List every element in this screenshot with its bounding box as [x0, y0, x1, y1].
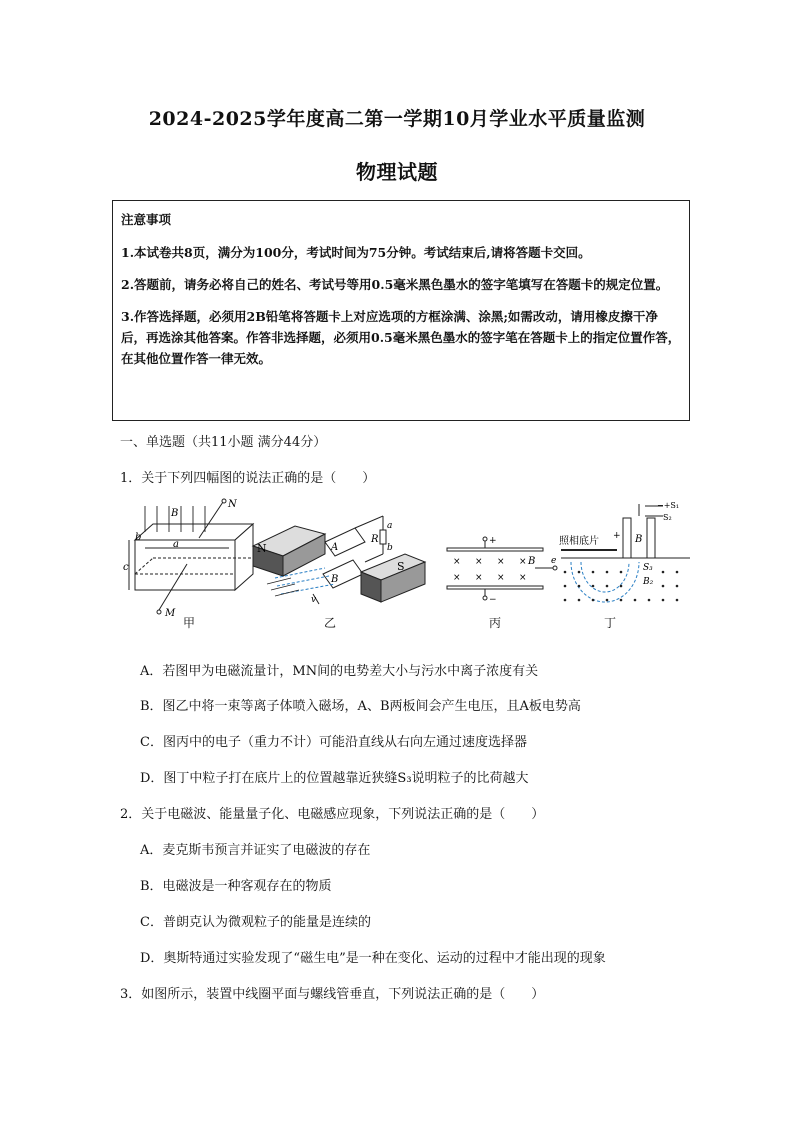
- figure-jia: [129, 499, 253, 614]
- q1-option-c: C．图丙中的电子（重力不计）可能沿直线从右向左通过速度选择器: [140, 735, 527, 750]
- exam-title: 2024-2025学年度高二第一学期10月学业水平质量监测: [148, 108, 646, 130]
- label-jia-n: N: [228, 499, 237, 510]
- q2-option-b: B．电磁波是一种客观存在的物质: [140, 879, 332, 894]
- notice-box: [112, 200, 690, 421]
- label-bing-e: e: [551, 556, 557, 566]
- label-yi-b-plate: B: [331, 574, 339, 585]
- q2-option-a: A．麦克斯韦预言并证实了电磁波的存在: [140, 843, 371, 858]
- label-yi-s: S: [397, 560, 405, 573]
- label-jia-b: b: [135, 532, 142, 543]
- label-ding-s2: S₂: [663, 513, 672, 522]
- q1-option-d: D．图丁中粒子打在底片上的位置越靠近狭缝S₃说明粒子的比荷越大: [140, 771, 529, 786]
- section-heading: 一、单选题（共11小题 满分44分）: [120, 435, 327, 450]
- label-bing-minus: −: [489, 595, 497, 605]
- caption-ding: 丁: [604, 616, 617, 630]
- label-ding-plus: +: [613, 531, 621, 541]
- question-3-stem: 3．如图所示，装置中线圈平面与螺线管垂直，下列说法正确的是（ ）: [120, 987, 545, 1002]
- svg-text:×: ×: [453, 573, 461, 583]
- notice-item-1: 1.本试卷共8页，满分为100分，考试时间为75分钟。考试结束后,请将答题卡交回。: [121, 245, 591, 260]
- label-ding-b: B: [635, 534, 643, 545]
- label-jia-m: M: [165, 608, 176, 619]
- svg-text:×: ×: [475, 573, 483, 583]
- svg-text:×: ×: [497, 573, 505, 583]
- q1-option-a: A．若图甲为电磁流量计，MN间的电势差大小与污水中离子浓度有关: [140, 664, 539, 679]
- label-yi-b: b: [387, 543, 393, 553]
- figure-bing: [447, 537, 557, 600]
- label-ding-b2: B₂: [643, 577, 654, 587]
- label-yi-a-plate: A: [331, 542, 339, 553]
- label-bing-b: B: [528, 556, 536, 567]
- question-1-stem: 1．关于下列四幅图的说法正确的是（ ）: [120, 471, 376, 486]
- question-2-stem: 2．关于电磁波、能量量子化、电磁感应现象，下列说法正确的是（ ）: [120, 807, 545, 822]
- caption-bing: 丙: [489, 616, 502, 630]
- exam-subtitle: 物理试题: [356, 160, 438, 184]
- label-bing-plus: +: [489, 536, 497, 546]
- svg-text:×: ×: [497, 557, 505, 567]
- notice-item-3: 3.作答选择题，必须用2B铅笔将答题卡上对应选项的方框涂满、涂黑;如需改动，请用橡皮擦干净后，再选涂其他答案。作答非选择题，必须用0.5毫米黑色墨水的签字笔在答题卡上的指定位置作答，在其他位置作答一律无效。: [121, 309, 681, 366]
- label-ding-s1: −+S₁: [657, 501, 680, 510]
- notice-heading: 注意事项: [121, 212, 172, 227]
- svg-text:×: ×: [519, 573, 527, 583]
- label-yi-n: N: [257, 542, 267, 555]
- label-ding-film: 照相底片: [559, 536, 599, 547]
- label-jia-b-field: B: [171, 508, 179, 519]
- label-yi-r: R: [371, 534, 379, 545]
- label-bing-cross: ×: [519, 557, 527, 567]
- label-ding-s3: S₃: [643, 563, 653, 573]
- label-jia-a: a: [173, 539, 179, 550]
- svg-text:×: ×: [453, 557, 461, 567]
- caption-jia: 甲: [183, 616, 196, 630]
- label-yi-v: v: [311, 595, 317, 605]
- notice-item-2: 2.答题前，请务必将自己的姓名、考试号等用0.5毫米黑色墨水的签字笔填写在答题卡的规定位置。: [121, 277, 669, 292]
- svg-text:×: ×: [475, 557, 483, 567]
- question-1-figures: [125, 498, 690, 628]
- q2-option-d: D．奥斯特通过实验发现了“磁生电”是一种在变化、运动的过程中才能出现的现象: [140, 951, 606, 966]
- label-yi-a: a: [387, 521, 393, 531]
- bing-field-marks: [453, 557, 527, 583]
- q2-option-c: C．普朗克认为微观粒子的能量是连续的: [140, 915, 371, 930]
- caption-yi: 乙: [324, 616, 337, 630]
- q1-option-b: B．图乙中将一束等离子体喷入磁场，A、B两板间会产生电压，且A板电势高: [140, 699, 581, 714]
- label-jia-c: c: [123, 562, 129, 573]
